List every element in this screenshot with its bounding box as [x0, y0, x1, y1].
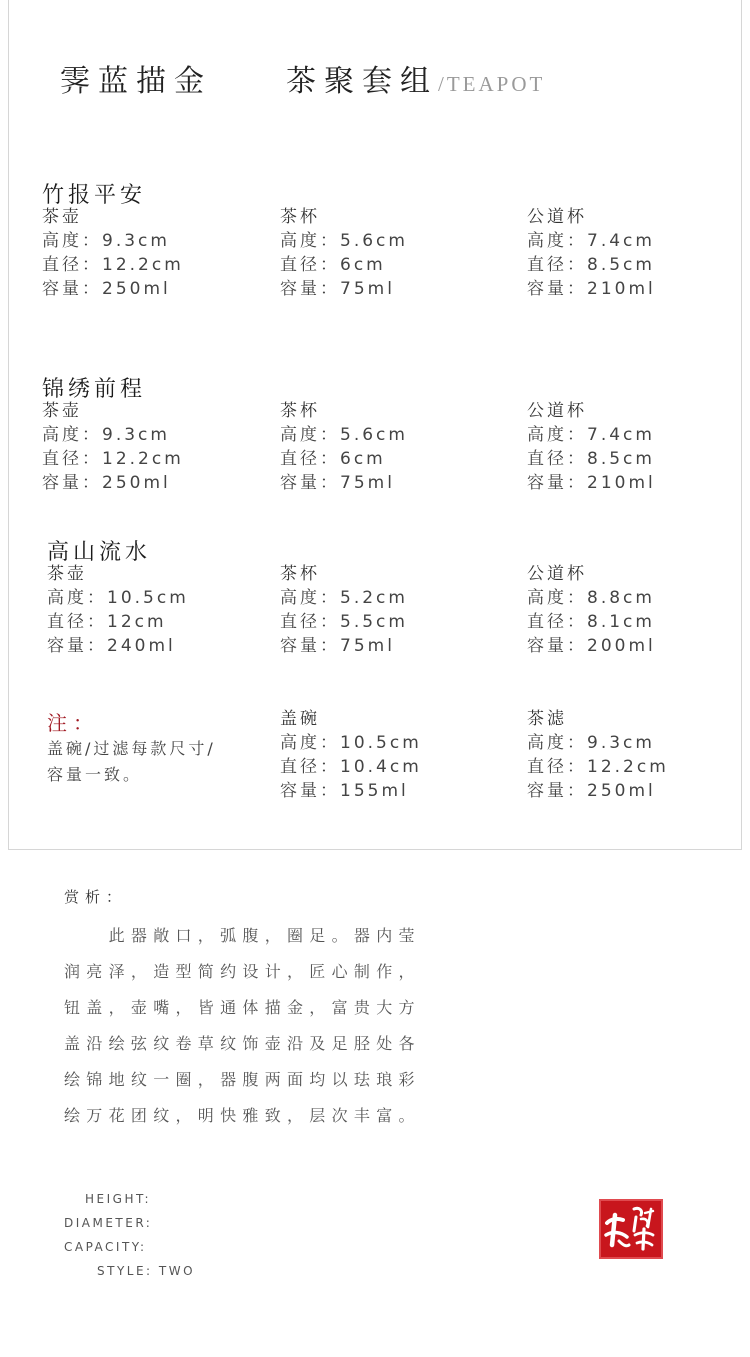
spec-teacup — [280, 562, 500, 658]
item-name: 茶壶 — [42, 207, 82, 227]
analysis-text — [64, 918, 454, 1134]
item-name: 盖碗 — [280, 709, 320, 729]
spec-height-row: 高度：10.5cm — [280, 733, 422, 753]
meta-diameter-label: DIAMETER: — [64, 1216, 153, 1230]
set-name-2: 锦绣前程 — [42, 377, 147, 402]
spec-pitcher — [527, 399, 747, 495]
analysis-line: 润亮泽，造型简约设计，匠心制作， — [64, 962, 421, 981]
note-text: 盖碗/过滤每款尺寸/容量一致。 — [47, 739, 216, 784]
seal-calligraphy-icon — [601, 1201, 661, 1257]
spec-height-row: 高度：10.5cm — [47, 588, 189, 608]
analysis-label: 赏析： — [64, 888, 128, 906]
spec-capacity-row: 容量：250ml — [42, 279, 171, 299]
item-name: 茶杯 — [280, 564, 320, 584]
spec-diameter-row: 直径：10.4cm — [280, 757, 422, 777]
item-name: 公道杯 — [527, 401, 587, 421]
title-product-name: 霁蓝描金 — [60, 64, 212, 99]
spec-capacity-row: 容量：75ml — [280, 279, 395, 299]
spec-height-row: 高度：5.6cm — [280, 231, 408, 251]
spec-capacity-row: 容量：240ml — [47, 636, 176, 656]
analysis-line: 此器敞口，弧腹，圈足。器内莹 — [64, 926, 421, 945]
title-set-name — [286, 56, 545, 100]
meta-height-label: HEIGHT: — [85, 1192, 152, 1206]
analysis-line: 绘万花团纹，明快雅致，层次丰富。 — [64, 1106, 421, 1125]
title-set-name-cn: 茶聚套组 — [286, 64, 438, 99]
spec-teacup — [280, 205, 500, 301]
spec-height-row: 高度：5.6cm — [280, 425, 408, 445]
item-name: 茶杯 — [280, 207, 320, 227]
set-name-3: 高山流水 — [47, 540, 152, 565]
item-name: 茶壶 — [47, 564, 87, 584]
spec-teapot — [42, 205, 262, 301]
spec-gaiwan — [280, 707, 500, 803]
spec-height-row: 高度：7.4cm — [527, 231, 655, 251]
item-name: 公道杯 — [527, 207, 587, 227]
spec-teapot — [42, 399, 262, 495]
spec-diameter-row: 直径：5.5cm — [280, 612, 408, 632]
spec-capacity-row: 容量：210ml — [527, 279, 656, 299]
note-title: 注： — [47, 711, 99, 735]
spec-pitcher — [527, 205, 747, 301]
spec-diameter-row: 直径：8.5cm — [527, 255, 655, 275]
set-name-1: 竹报平安 — [42, 183, 147, 208]
spec-pitcher — [527, 562, 747, 658]
meta-capacity-label: CAPACITY: — [64, 1240, 147, 1254]
spec-height-row: 高度：9.3cm — [42, 231, 170, 251]
spec-capacity-row: 容量：200ml — [527, 636, 656, 656]
spec-height-row: 高度：9.3cm — [527, 733, 655, 753]
spec-capacity-row: 容量：75ml — [280, 473, 395, 493]
analysis-line: 绘锦地纹一圈，器腹两面均以珐琅彩 — [64, 1070, 421, 1089]
analysis-line: 盖沿绘弦纹卷草纹饰壶沿及足胫处各 — [64, 1034, 421, 1053]
spec-capacity-row: 容量：250ml — [42, 473, 171, 493]
spec-height-row: 高度：7.4cm — [527, 425, 655, 445]
spec-diameter-row: 直径：6cm — [280, 449, 386, 469]
spec-teapot — [47, 562, 267, 658]
spec-diameter-row: 直径：12.2cm — [42, 449, 184, 469]
spec-capacity-row: 容量：250ml — [527, 781, 656, 801]
spec-diameter-row: 直径：6cm — [280, 255, 386, 275]
spec-diameter-row: 直径：12cm — [47, 612, 167, 632]
analysis-line: 钮盖，壶嘴，皆通体描金，富贵大方 — [64, 998, 421, 1017]
seal-logo — [599, 1199, 663, 1259]
item-name: 茶滤 — [527, 709, 567, 729]
item-name: 茶杯 — [280, 401, 320, 421]
spec-height-row: 高度：9.3cm — [42, 425, 170, 445]
spec-diameter-row: 直径：8.5cm — [527, 449, 655, 469]
spec-diameter-row: 直径：12.2cm — [527, 757, 669, 777]
spec-height-row: 高度：8.8cm — [527, 588, 655, 608]
spec-tea-strainer — [527, 707, 747, 803]
spec-height-row: 高度：5.2cm — [280, 588, 408, 608]
item-name: 公道杯 — [527, 564, 587, 584]
spec-capacity-row: 容量：210ml — [527, 473, 656, 493]
spec-capacity-row: 容量：75ml — [280, 636, 395, 656]
spec-capacity-row: 容量：155ml — [280, 781, 409, 801]
spec-diameter-row: 直径：8.1cm — [527, 612, 655, 632]
item-name: 茶壶 — [42, 401, 82, 421]
spec-diameter-row: 直径：12.2cm — [42, 255, 184, 275]
meta-style-label: STYLE: TWO — [97, 1264, 196, 1278]
spec-teacup — [280, 399, 500, 495]
title-english: /TEAPOT — [438, 72, 546, 96]
